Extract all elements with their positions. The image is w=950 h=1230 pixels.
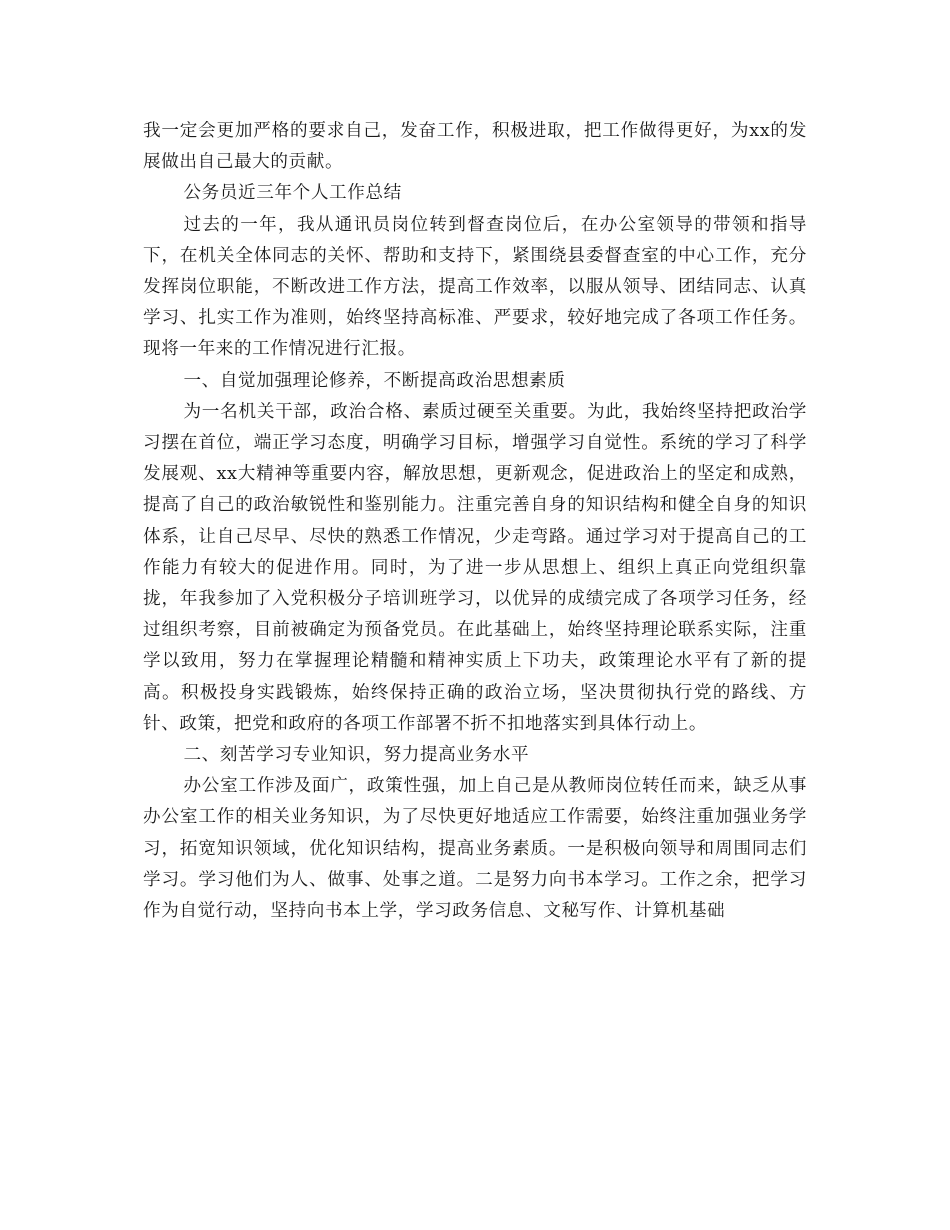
document-title: 公务员近三年个人工作总结 (183, 183, 402, 204)
paragraph-section-2: 办公室工作涉及面广，政策性强，加上自己是从教师岗位转任而来，缺乏从事办公室工作的相关业务知识，为了尽快更好地适应工作需要，始终注重加强业务学习，拓宽知识领域，优化知识结构，提高业务素质。一是积极向领导和周围同志们学习。学习他们为人、做事、处事之道。二是努力向书本学习。工作之余，把学习作为自觉行动，坚持向书本上学，学习政务信息、文秘写作、计算机基础 (143, 776, 807, 922)
section-heading-1: 一、自觉加强理论修养，不断提高政治思想素质 (183, 370, 566, 391)
paragraph-section-1: 为一名机关干部，政治合格、素质过硬至关重要。为此，我始终坚持把政治学习摆在首位，端正学习态度，明确学习目标，增强学习自觉性。系统的学习了科学发展观、xx大精神等重要内容，解放思想，更新观念，促进政治上的坚定和成熟，提高了自己的政治敏锐性和鉴别能力。注重完善自身的知识结构和健全自身的知识体系，让自己尽早、尽快的熟悉工作情况，少走弯路。通过学习对于提高自己的工作能力有较大的促进作用。同时，为了进一步从思想上、组织上真正向党组织靠拢，年我参加了入党积极分子培训班学习，以优异的成绩完成了各项学习任务，经过组织考察，目前被确定为预备党员。在此基础上，始终坚持理论联系实际，注重学以致用，努力在掌握理论精髓和精神实质上下功夫，政策理论水平有了新的提高。积极投身实践锻炼，始终保持正确的政治立场，坚决贯彻执行党的路线、方针、政策，把党和政府的各项工作部署不折不扣地落实到具体行动上。 (143, 401, 807, 734)
document-body (143, 116, 807, 927)
section-heading-2: 二、刻苦学习专业知识，努力提高业务水平 (183, 745, 530, 766)
paragraph-intro: 过去的一年，我从通讯员岗位转到督查岗位后，在办公室领导的带领和指导下，在机关全体同志的关怀、帮助和支持下，紧围绕县委督查室的中心工作，充分发挥岗位职能，不断改进工作方法，提高工作效率，以服从领导、团结同志、认真学习、扎实工作为准则，始终坚持高标准、严要求，较好地完成了各项工作任务。现将一年来的工作情况进行汇报。 (143, 214, 807, 360)
paragraph-continuation: 我一定会更加严格的要求自己，发奋工作，积极进取，把工作做得更好，为xx的发展做出自己最大的贡献。 (143, 121, 807, 173)
